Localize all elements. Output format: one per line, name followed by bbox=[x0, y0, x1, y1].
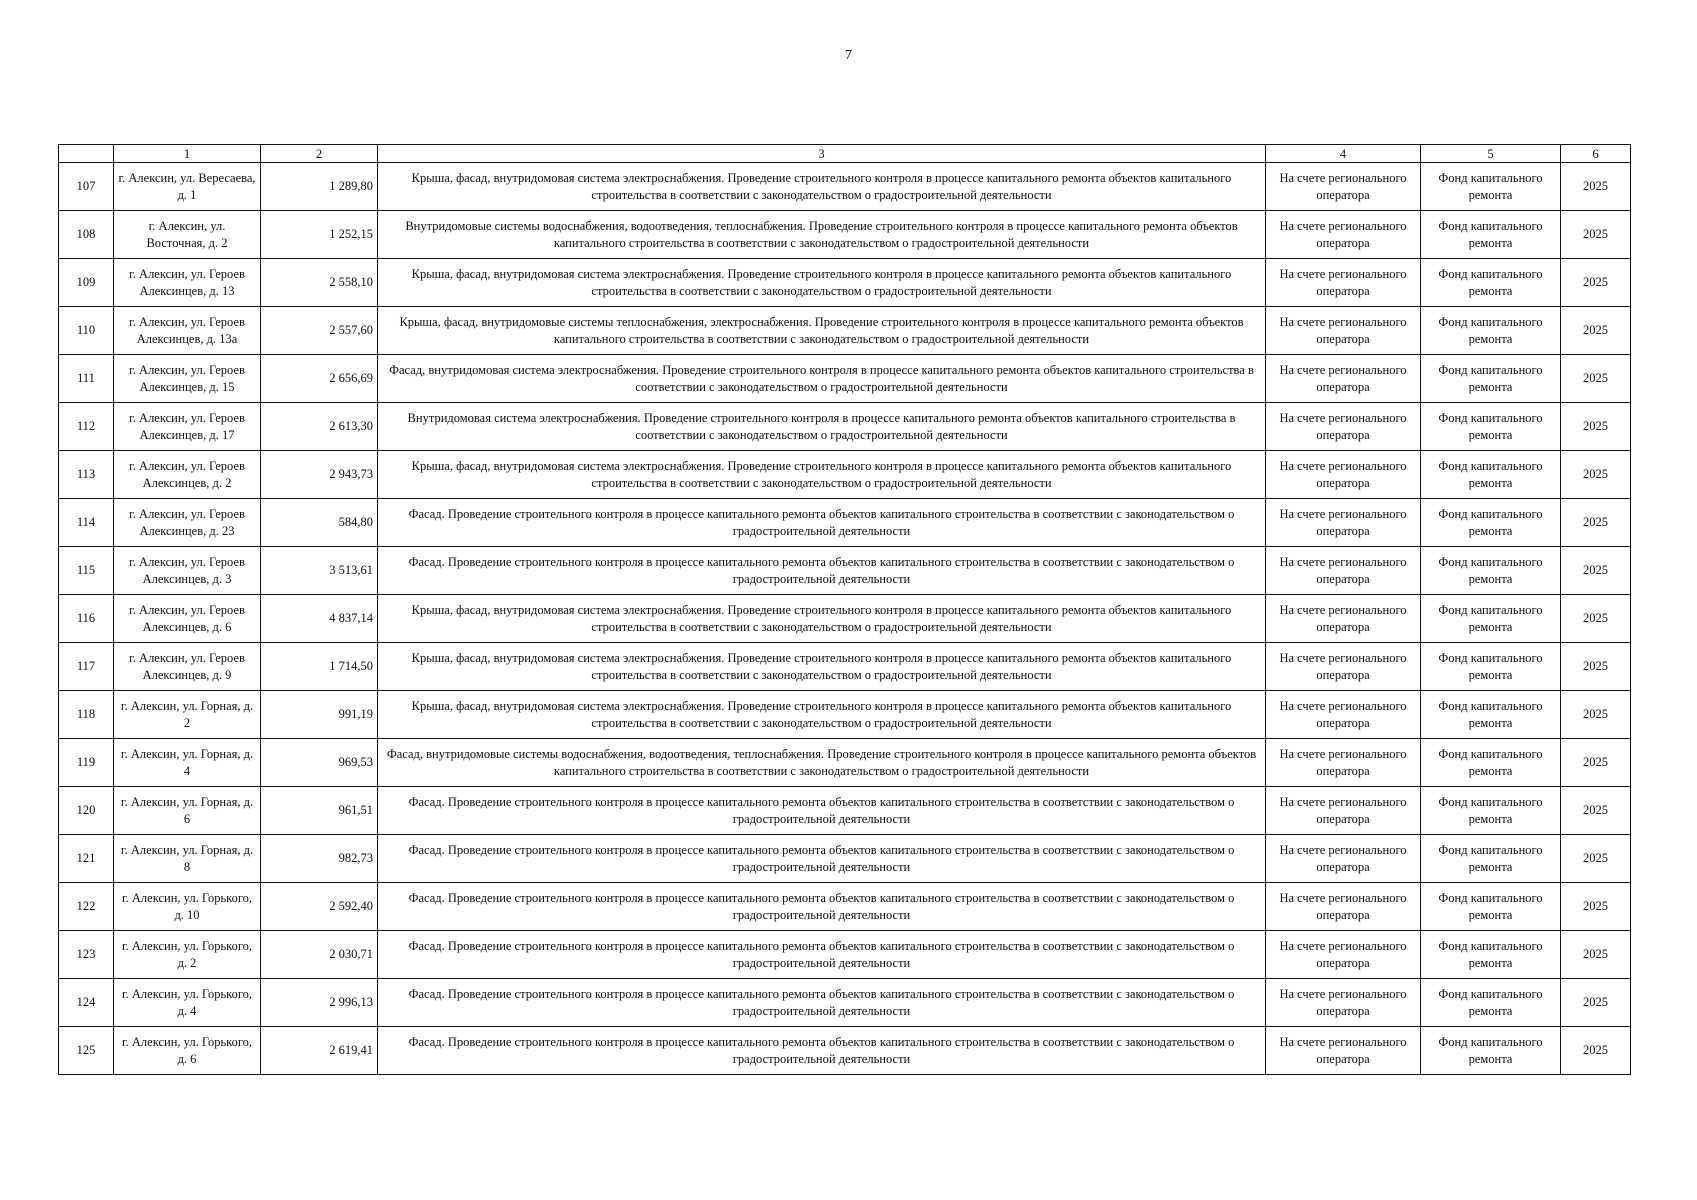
year-cell: 2025 bbox=[1561, 451, 1631, 499]
table-row bbox=[59, 595, 1631, 643]
year-cell: 2025 bbox=[1561, 307, 1631, 355]
table-row bbox=[59, 403, 1631, 451]
row-number: 113 bbox=[59, 451, 114, 499]
account-cell: На счете регионального оператора bbox=[1266, 259, 1421, 307]
table-row bbox=[59, 163, 1631, 211]
account-cell: На счете регионального оператора bbox=[1266, 163, 1421, 211]
account-cell: На счете регионального оператора bbox=[1266, 835, 1421, 883]
row-number: 114 bbox=[59, 499, 114, 547]
funding-source-cell: Фонд капитального ремонта bbox=[1421, 1027, 1561, 1075]
area-cell: 991,19 bbox=[261, 691, 378, 739]
works-cell: Фасад. Проведение строительного контроля в процессе капитального ремонта объектов капитального строительства в соответствии с законодательством о градостроительной деятельности bbox=[378, 499, 1266, 547]
table-row bbox=[59, 259, 1631, 307]
table-row bbox=[59, 355, 1631, 403]
account-cell: На счете регионального оператора bbox=[1266, 211, 1421, 259]
area-cell: 982,73 bbox=[261, 835, 378, 883]
funding-source-cell: Фонд капитального ремонта bbox=[1421, 691, 1561, 739]
page-number: 7 bbox=[845, 48, 852, 63]
year-cell: 2025 bbox=[1561, 1027, 1631, 1075]
funding-source-cell: Фонд капитального ремонта bbox=[1421, 355, 1561, 403]
works-cell: Внутридомовые системы водоснабжения, водоотведения, теплоснабжения. Проведение строительного контроля в процессе капитального ремонта объектов капитального строительства в соответствии с законодательством о градостроительной деятельности bbox=[378, 211, 1266, 259]
row-number: 123 bbox=[59, 931, 114, 979]
area-cell: 1 252,15 bbox=[261, 211, 378, 259]
account-cell: На счете регионального оператора bbox=[1266, 547, 1421, 595]
table-row bbox=[59, 691, 1631, 739]
area-cell: 2 592,40 bbox=[261, 883, 378, 931]
row-number: 122 bbox=[59, 883, 114, 931]
funding-source-cell: Фонд капитального ремонта bbox=[1421, 307, 1561, 355]
works-cell: Фасад. Проведение строительного контроля в процессе капитального ремонта объектов капитального строительства в соответствии с законодательством о градостроительной деятельности bbox=[378, 835, 1266, 883]
address-cell: г. Алексин, ул. Героев Алексинцев, д. 17 bbox=[114, 403, 261, 451]
year-cell: 2025 bbox=[1561, 595, 1631, 643]
row-number: 112 bbox=[59, 403, 114, 451]
table-row bbox=[59, 499, 1631, 547]
address-cell: г. Алексин, ул. Героев Алексинцев, д. 15 bbox=[114, 355, 261, 403]
header-cell: 2 bbox=[261, 145, 378, 163]
table-row bbox=[59, 835, 1631, 883]
address-cell: г. Алексин, ул. Горького, д. 6 bbox=[114, 1027, 261, 1075]
table-header-row bbox=[59, 145, 1631, 163]
header-cell-blank bbox=[59, 145, 114, 163]
capital-repair-table bbox=[58, 144, 1631, 1075]
works-cell: Фасад. Проведение строительного контроля в процессе капитального ремонта объектов капитального строительства в соответствии с законодательством о градостроительной деятельности bbox=[378, 883, 1266, 931]
row-number: 124 bbox=[59, 979, 114, 1027]
area-cell: 2 557,60 bbox=[261, 307, 378, 355]
account-cell: На счете регионального оператора bbox=[1266, 1027, 1421, 1075]
row-number: 108 bbox=[59, 211, 114, 259]
table-row bbox=[59, 547, 1631, 595]
year-cell: 2025 bbox=[1561, 739, 1631, 787]
funding-source-cell: Фонд капитального ремонта bbox=[1421, 163, 1561, 211]
account-cell: На счете регионального оператора bbox=[1266, 787, 1421, 835]
works-cell: Фасад, внутридомовая система электроснабжения. Проведение строительного контроля в процессе капитального ремонта объектов капитального строительства в соответствии с законодательством о градостроительной деятельности bbox=[378, 355, 1266, 403]
funding-source-cell: Фонд капитального ремонта bbox=[1421, 979, 1561, 1027]
table-row bbox=[59, 787, 1631, 835]
row-number: 119 bbox=[59, 739, 114, 787]
address-cell: г. Алексин, ул. Героев Алексинцев, д. 13а bbox=[114, 307, 261, 355]
year-cell: 2025 bbox=[1561, 355, 1631, 403]
funding-source-cell: Фонд капитального ремонта bbox=[1421, 499, 1561, 547]
area-cell: 2 030,71 bbox=[261, 931, 378, 979]
year-cell: 2025 bbox=[1561, 547, 1631, 595]
table-row bbox=[59, 931, 1631, 979]
address-cell: г. Алексин, ул. Героев Алексинцев, д. 6 bbox=[114, 595, 261, 643]
account-cell: На счете регионального оператора bbox=[1266, 643, 1421, 691]
area-cell: 969,53 bbox=[261, 739, 378, 787]
funding-source-cell: Фонд капитального ремонта bbox=[1421, 595, 1561, 643]
year-cell: 2025 bbox=[1561, 979, 1631, 1027]
works-cell: Крыша, фасад, внутридомовая система электроснабжения. Проведение строительного контроля в процессе капитального ремонта объектов капитального строительства в соответствии с законодательством о градостроительной деятельности bbox=[378, 451, 1266, 499]
year-cell: 2025 bbox=[1561, 931, 1631, 979]
row-number: 125 bbox=[59, 1027, 114, 1075]
funding-source-cell: Фонд капитального ремонта bbox=[1421, 931, 1561, 979]
year-cell: 2025 bbox=[1561, 691, 1631, 739]
funding-source-cell: Фонд капитального ремонта bbox=[1421, 643, 1561, 691]
table-row bbox=[59, 979, 1631, 1027]
funding-source-cell: Фонд капитального ремонта bbox=[1421, 787, 1561, 835]
area-cell: 2 613,30 bbox=[261, 403, 378, 451]
works-cell: Фасад. Проведение строительного контроля в процессе капитального ремонта объектов капитального строительства в соответствии с законодательством о градостроительной деятельности bbox=[378, 787, 1266, 835]
address-cell: г. Алексин, ул. Горная, д. 6 bbox=[114, 787, 261, 835]
address-cell: г. Алексин, ул. Горького, д. 2 bbox=[114, 931, 261, 979]
account-cell: На счете регионального оператора bbox=[1266, 451, 1421, 499]
year-cell: 2025 bbox=[1561, 643, 1631, 691]
address-cell: г. Алексин, ул. Горная, д. 2 bbox=[114, 691, 261, 739]
header-cell: 1 bbox=[114, 145, 261, 163]
works-cell: Крыша, фасад, внутридомовые системы теплоснабжения, электроснабжения. Проведение строительного контроля в процессе капитального ремонта объектов капитального строительства в соответствии с законодательством о градостроительной деятельности bbox=[378, 307, 1266, 355]
address-cell: г. Алексин, ул. Героев Алексинцев, д. 23 bbox=[114, 499, 261, 547]
address-cell: г. Алексин, ул. Вересаева, д. 1 bbox=[114, 163, 261, 211]
area-cell: 1 714,50 bbox=[261, 643, 378, 691]
header-cell: 4 bbox=[1266, 145, 1421, 163]
year-cell: 2025 bbox=[1561, 259, 1631, 307]
table-row bbox=[59, 307, 1631, 355]
works-cell: Крыша, фасад, внутридомовая система электроснабжения. Проведение строительного контроля в процессе капитального ремонта объектов капитального строительства в соответствии с законодательством о градостроительной деятельности bbox=[378, 163, 1266, 211]
account-cell: На счете регионального оператора bbox=[1266, 403, 1421, 451]
works-cell: Фасад. Проведение строительного контроля в процессе капитального ремонта объектов капитального строительства в соответствии с законодательством о градостроительной деятельности bbox=[378, 931, 1266, 979]
year-cell: 2025 bbox=[1561, 211, 1631, 259]
area-cell: 961,51 bbox=[261, 787, 378, 835]
works-cell: Крыша, фасад, внутридомовая система электроснабжения. Проведение строительного контроля в процессе капитального ремонта объектов капитального строительства в соответствии с законодательством о градостроительной деятельности bbox=[378, 595, 1266, 643]
header-cell: 5 bbox=[1421, 145, 1561, 163]
table-row bbox=[59, 211, 1631, 259]
table-body bbox=[59, 163, 1631, 1075]
year-cell: 2025 bbox=[1561, 403, 1631, 451]
area-cell: 2 943,73 bbox=[261, 451, 378, 499]
address-cell: г. Алексин, ул. Горького, д. 4 bbox=[114, 979, 261, 1027]
row-number: 111 bbox=[59, 355, 114, 403]
account-cell: На счете регионального оператора bbox=[1266, 691, 1421, 739]
area-cell: 2 996,13 bbox=[261, 979, 378, 1027]
row-number: 117 bbox=[59, 643, 114, 691]
works-cell: Фасад. Проведение строительного контроля в процессе капитального ремонта объектов капитального строительства в соответствии с законодательством о градостроительной деятельности bbox=[378, 547, 1266, 595]
year-cell: 2025 bbox=[1561, 835, 1631, 883]
account-cell: На счете регионального оператора bbox=[1266, 499, 1421, 547]
address-cell: г. Алексин, ул. Героев Алексинцев, д. 9 bbox=[114, 643, 261, 691]
works-cell: Крыша, фасад, внутридомовая система электроснабжения. Проведение строительного контроля в процессе капитального ремонта объектов капитального строительства в соответствии с законодательством о градостроительной деятельности bbox=[378, 691, 1266, 739]
account-cell: На счете регионального оператора bbox=[1266, 883, 1421, 931]
address-cell: г. Алексин, ул. Героев Алексинцев, д. 2 bbox=[114, 451, 261, 499]
account-cell: На счете регионального оператора bbox=[1266, 355, 1421, 403]
funding-source-cell: Фонд капитального ремонта bbox=[1421, 883, 1561, 931]
funding-source-cell: Фонд капитального ремонта bbox=[1421, 547, 1561, 595]
row-number: 107 bbox=[59, 163, 114, 211]
works-cell: Фасад. Проведение строительного контроля в процессе капитального ремонта объектов капитального строительства в соответствии с законодательством о градостроительной деятельности bbox=[378, 1027, 1266, 1075]
row-number: 120 bbox=[59, 787, 114, 835]
table-row bbox=[59, 643, 1631, 691]
works-cell: Фасад. Проведение строительного контроля в процессе капитального ремонта объектов капитального строительства в соответствии с законодательством о градостроительной деятельности bbox=[378, 979, 1266, 1027]
table-row bbox=[59, 451, 1631, 499]
row-number: 115 bbox=[59, 547, 114, 595]
funding-source-cell: Фонд капитального ремонта bbox=[1421, 451, 1561, 499]
account-cell: На счете регионального оператора bbox=[1266, 307, 1421, 355]
year-cell: 2025 bbox=[1561, 163, 1631, 211]
funding-source-cell: Фонд капитального ремонта bbox=[1421, 259, 1561, 307]
table-row bbox=[59, 883, 1631, 931]
address-cell: г. Алексин, ул. Героев Алексинцев, д. 3 bbox=[114, 547, 261, 595]
address-cell: г. Алексин, ул. Восточная, д. 2 bbox=[114, 211, 261, 259]
area-cell: 2 619,41 bbox=[261, 1027, 378, 1075]
address-cell: г. Алексин, ул. Горная, д. 8 bbox=[114, 835, 261, 883]
header-cell: 6 bbox=[1561, 145, 1631, 163]
funding-source-cell: Фонд капитального ремонта bbox=[1421, 835, 1561, 883]
account-cell: На счете регионального оператора bbox=[1266, 595, 1421, 643]
area-cell: 3 513,61 bbox=[261, 547, 378, 595]
year-cell: 2025 bbox=[1561, 883, 1631, 931]
row-number: 118 bbox=[59, 691, 114, 739]
works-cell: Внутридомовая система электроснабжения. Проведение строительного контроля в процессе капитального ремонта объектов капитального строительства в соответствии с законодательством о градостроительной деятельности bbox=[378, 403, 1266, 451]
area-cell: 2 656,69 bbox=[261, 355, 378, 403]
area-cell: 584,80 bbox=[261, 499, 378, 547]
address-cell: г. Алексин, ул. Горького, д. 10 bbox=[114, 883, 261, 931]
account-cell: На счете регионального оператора bbox=[1266, 979, 1421, 1027]
works-cell: Крыша, фасад, внутридомовая система электроснабжения. Проведение строительного контроля в процессе капитального ремонта объектов капитального строительства в соответствии с законодательством о градостроительной деятельности bbox=[378, 643, 1266, 691]
row-number: 109 bbox=[59, 259, 114, 307]
table-row bbox=[59, 739, 1631, 787]
row-number: 110 bbox=[59, 307, 114, 355]
row-number: 121 bbox=[59, 835, 114, 883]
header-cell: 3 bbox=[378, 145, 1266, 163]
account-cell: На счете регионального оператора bbox=[1266, 931, 1421, 979]
row-number: 116 bbox=[59, 595, 114, 643]
funding-source-cell: Фонд капитального ремонта bbox=[1421, 403, 1561, 451]
works-cell: Фасад, внутридомовые системы водоснабжения, водоотведения, теплоснабжения. Проведение строительного контроля в процессе капитального ремонта объектов капитального строительства в соответствии с законодательством о градостроительной деятельности bbox=[378, 739, 1266, 787]
area-cell: 1 289,80 bbox=[261, 163, 378, 211]
funding-source-cell: Фонд капитального ремонта bbox=[1421, 739, 1561, 787]
area-cell: 2 558,10 bbox=[261, 259, 378, 307]
year-cell: 2025 bbox=[1561, 787, 1631, 835]
year-cell: 2025 bbox=[1561, 499, 1631, 547]
works-cell: Крыша, фасад, внутридомовая система электроснабжения. Проведение строительного контроля в процессе капитального ремонта объектов капитального строительства в соответствии с законодательством о градостроительной деятельности bbox=[378, 259, 1266, 307]
area-cell: 4 837,14 bbox=[261, 595, 378, 643]
address-cell: г. Алексин, ул. Героев Алексинцев, д. 13 bbox=[114, 259, 261, 307]
address-cell: г. Алексин, ул. Горная, д. 4 bbox=[114, 739, 261, 787]
funding-source-cell: Фонд капитального ремонта bbox=[1421, 211, 1561, 259]
account-cell: На счете регионального оператора bbox=[1266, 739, 1421, 787]
table-row bbox=[59, 1027, 1631, 1075]
